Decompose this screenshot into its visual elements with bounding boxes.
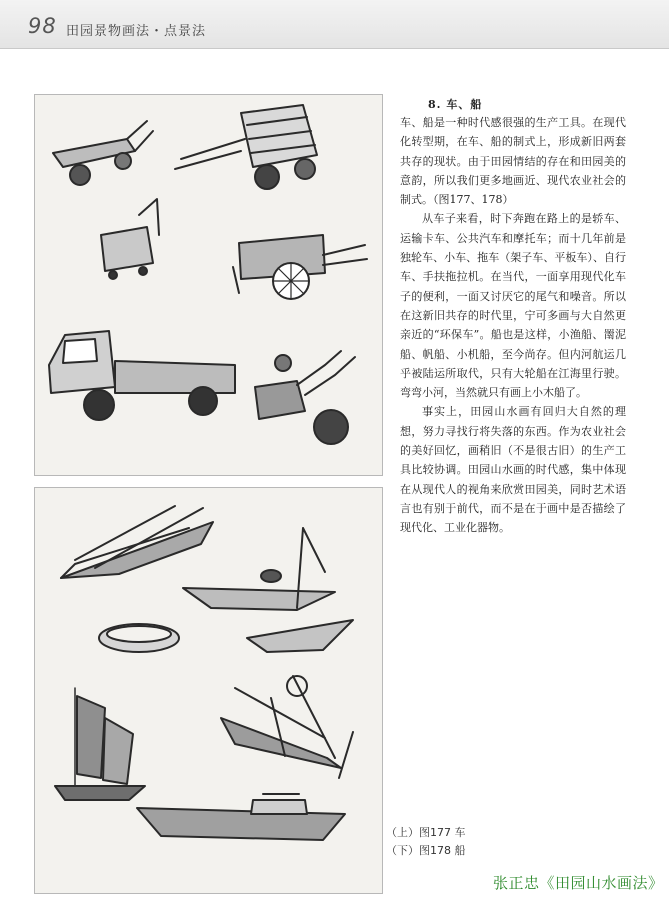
skiff-sketch [247, 620, 353, 652]
cart-sketches [35, 95, 382, 475]
cabin-boat-sketch [137, 794, 345, 840]
figure-178-boats [34, 487, 383, 894]
spoked-cart-sketch [233, 235, 367, 299]
caption-bottom: （下）图178 船 [386, 844, 466, 857]
truck-sketch [49, 331, 235, 420]
basin-boat-sketch [99, 624, 179, 652]
tractor-sketch [255, 351, 355, 444]
running-title: 田园景物画法・点景法 [66, 24, 207, 39]
body-text [400, 113, 626, 538]
sailing-junk-sketch [55, 688, 145, 800]
book-watermark: 张正忠《田园山水画法》 [493, 874, 664, 892]
rigged-boat-sketch [221, 676, 353, 778]
figure-captions [386, 824, 466, 860]
fishing-boat-sketch [61, 506, 213, 578]
paragraph: 事实上，田园山水画有回归大自然的理想，努力寻找行将失落的东西。作为农业社会的美好回忆，画稍旧（不是很古旧）的生产工具比较协调。田园山水画的时代感，集中体现在从现代人的视角来欣赏田园美，同时艺术语言也有别于前代，而不是在于画中是否描绘了现代化、工业化器物。 [400, 405, 626, 535]
trolley-sketch [101, 199, 159, 279]
section-heading: 8. 车、船 [428, 98, 483, 111]
wooden-cart-sketch [175, 105, 317, 189]
paragraph: 从车子来看，时下奔跑在路上的是轿车、运输卡车、公共汽车和摩托车；而十几年前是独轮车、小车、拖车（架子车、平板车）、自行车、手扶拖拉机。在当代，一面享用现代化车子的便利，一面又讨厌它的尾气和噪音。所以在这新旧共存的时代里，宁可多画与大自然更亲近的“环保车”。船也是这样，小渔船、罱泥船、帆船、小机船，至今尚存。但内河航运几乎被陆运所取代，只有大轮船在江海里行驶。弯弯小河，当然就只有画上小木船了。 [400, 212, 626, 400]
figure-177-carts [34, 94, 383, 476]
boat-sketches [35, 488, 382, 893]
page-number: 98 [28, 14, 57, 38]
header-band [0, 0, 669, 49]
caption-top: （上）图177 车 [386, 826, 466, 839]
handcart-sketch [53, 121, 153, 185]
mast-boat-sketch [183, 528, 335, 610]
paragraph: 车、船是一种时代感很强的生产工具。在现代化转型期，在车、船的制式上，形成新旧两套共存的现状。由于田园情结的存在和田园美的意韵，所以我们更多地画近、现代农业社会的制式。（图177、178） [400, 116, 626, 207]
